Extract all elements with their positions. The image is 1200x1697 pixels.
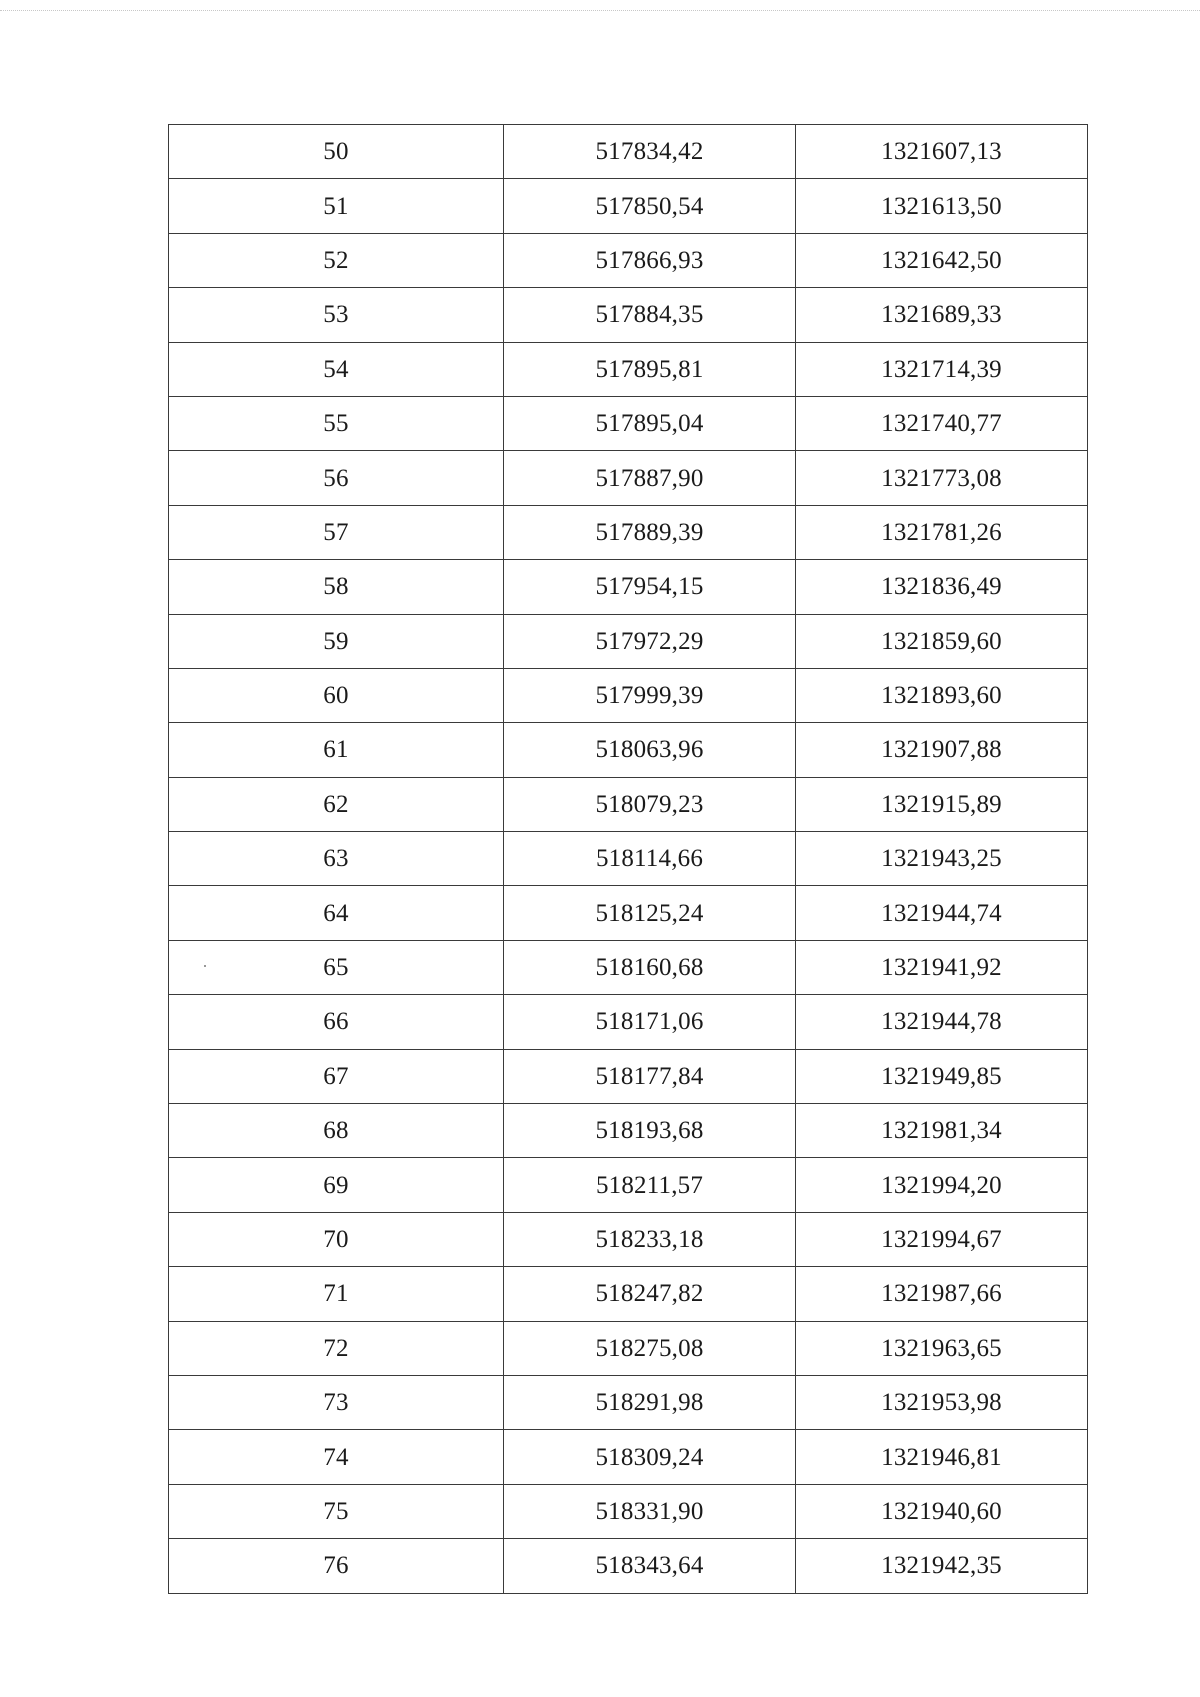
point-number-cell: 70	[169, 1212, 504, 1266]
x-coordinate-cell: 517866,93	[504, 233, 796, 287]
y-coordinate-cell: 1321944,78	[796, 995, 1088, 1049]
table-row	[169, 342, 1088, 396]
table-row	[169, 832, 1088, 886]
x-coordinate-cell: 518233,18	[504, 1212, 796, 1266]
table-row	[169, 1267, 1088, 1321]
x-coordinate-cell: 518160,68	[504, 940, 796, 994]
point-number-cell: 58	[169, 560, 504, 614]
point-number-cell: 56	[169, 451, 504, 505]
x-coordinate-cell: 517895,81	[504, 342, 796, 396]
table-row	[169, 668, 1088, 722]
y-coordinate-cell: 1321740,77	[796, 396, 1088, 450]
y-coordinate-cell: 1321944,74	[796, 886, 1088, 940]
table-row	[169, 560, 1088, 614]
x-coordinate-cell: 518331,90	[504, 1484, 796, 1538]
y-coordinate-cell: 1321942,35	[796, 1539, 1088, 1593]
table-row	[169, 179, 1088, 233]
x-coordinate-cell: 517954,15	[504, 560, 796, 614]
point-number-cell: 68	[169, 1104, 504, 1158]
point-number-cell: 65	[169, 940, 504, 994]
table-row	[169, 614, 1088, 668]
y-coordinate-cell: 1321946,81	[796, 1430, 1088, 1484]
y-coordinate-cell: 1321941,92	[796, 940, 1088, 994]
y-coordinate-cell: 1321907,88	[796, 723, 1088, 777]
y-coordinate-cell: 1321994,20	[796, 1158, 1088, 1212]
y-coordinate-cell: 1321642,50	[796, 233, 1088, 287]
point-number-cell: 76	[169, 1539, 504, 1593]
table-row	[169, 1212, 1088, 1266]
x-coordinate-cell: 518247,82	[504, 1267, 796, 1321]
x-coordinate-cell: 518309,24	[504, 1430, 796, 1484]
y-coordinate-cell: 1321781,26	[796, 505, 1088, 559]
point-number-cell: 50	[169, 125, 504, 179]
y-coordinate-cell: 1321613,50	[796, 179, 1088, 233]
x-coordinate-cell: 517972,29	[504, 614, 796, 668]
table-row	[169, 1375, 1088, 1429]
point-number-cell: 62	[169, 777, 504, 831]
point-number-cell: 53	[169, 288, 504, 342]
point-number-cell: 61	[169, 723, 504, 777]
point-number-cell: 55	[169, 396, 504, 450]
y-coordinate-cell: 1321859,60	[796, 614, 1088, 668]
coordinates-table-body	[169, 125, 1088, 1594]
y-coordinate-cell: 1321773,08	[796, 451, 1088, 505]
table-row	[169, 451, 1088, 505]
x-coordinate-cell: 517834,42	[504, 125, 796, 179]
x-coordinate-cell: 518275,08	[504, 1321, 796, 1375]
point-number-cell: 57	[169, 505, 504, 559]
x-coordinate-cell: 518177,84	[504, 1049, 796, 1103]
y-coordinate-cell: 1321953,98	[796, 1375, 1088, 1429]
point-number-cell: 71	[169, 1267, 504, 1321]
point-number-cell: 72	[169, 1321, 504, 1375]
point-number-cell: 59	[169, 614, 504, 668]
x-coordinate-cell: 518125,24	[504, 886, 796, 940]
table-row	[169, 886, 1088, 940]
x-coordinate-cell: 518079,23	[504, 777, 796, 831]
point-number-cell: 73	[169, 1375, 504, 1429]
y-coordinate-cell: 1321689,33	[796, 288, 1088, 342]
scan-speck	[204, 965, 206, 967]
x-coordinate-cell: 517850,54	[504, 179, 796, 233]
x-coordinate-cell: 518343,64	[504, 1539, 796, 1593]
point-number-cell: 60	[169, 668, 504, 722]
table-row	[169, 777, 1088, 831]
point-number-cell: 63	[169, 832, 504, 886]
x-coordinate-cell: 517999,39	[504, 668, 796, 722]
x-coordinate-cell: 517895,04	[504, 396, 796, 450]
point-number-cell: 52	[169, 233, 504, 287]
y-coordinate-cell: 1321987,66	[796, 1267, 1088, 1321]
table-row	[169, 288, 1088, 342]
table-row	[169, 125, 1088, 179]
x-coordinate-cell: 518114,66	[504, 832, 796, 886]
y-coordinate-cell: 1321607,13	[796, 125, 1088, 179]
table-row	[169, 1049, 1088, 1103]
table-row	[169, 1321, 1088, 1375]
table-row	[169, 1104, 1088, 1158]
y-coordinate-cell: 1321836,49	[796, 560, 1088, 614]
y-coordinate-cell: 1321915,89	[796, 777, 1088, 831]
point-number-cell: 64	[169, 886, 504, 940]
y-coordinate-cell: 1321981,34	[796, 1104, 1088, 1158]
x-coordinate-cell: 518193,68	[504, 1104, 796, 1158]
x-coordinate-cell: 518171,06	[504, 995, 796, 1049]
x-coordinate-cell: 518211,57	[504, 1158, 796, 1212]
coordinates-table	[168, 124, 1088, 1594]
y-coordinate-cell: 1321963,65	[796, 1321, 1088, 1375]
point-number-cell: 74	[169, 1430, 504, 1484]
table-row	[169, 1539, 1088, 1593]
table-row	[169, 505, 1088, 559]
scan-edge-line	[0, 10, 1200, 11]
table-row	[169, 233, 1088, 287]
point-number-cell: 75	[169, 1484, 504, 1538]
y-coordinate-cell: 1321940,60	[796, 1484, 1088, 1538]
table-row	[169, 940, 1088, 994]
table-row	[169, 1430, 1088, 1484]
x-coordinate-cell: 518063,96	[504, 723, 796, 777]
y-coordinate-cell: 1321994,67	[796, 1212, 1088, 1266]
point-number-cell: 66	[169, 995, 504, 1049]
y-coordinate-cell: 1321714,39	[796, 342, 1088, 396]
x-coordinate-cell: 518291,98	[504, 1375, 796, 1429]
table-row	[169, 1158, 1088, 1212]
point-number-cell: 69	[169, 1158, 504, 1212]
point-number-cell: 54	[169, 342, 504, 396]
table-row	[169, 723, 1088, 777]
table-row	[169, 396, 1088, 450]
y-coordinate-cell: 1321893,60	[796, 668, 1088, 722]
table-row	[169, 995, 1088, 1049]
x-coordinate-cell: 517889,39	[504, 505, 796, 559]
point-number-cell: 51	[169, 179, 504, 233]
y-coordinate-cell: 1321949,85	[796, 1049, 1088, 1103]
point-number-cell: 67	[169, 1049, 504, 1103]
y-coordinate-cell: 1321943,25	[796, 832, 1088, 886]
x-coordinate-cell: 517884,35	[504, 288, 796, 342]
table-row	[169, 1484, 1088, 1538]
x-coordinate-cell: 517887,90	[504, 451, 796, 505]
